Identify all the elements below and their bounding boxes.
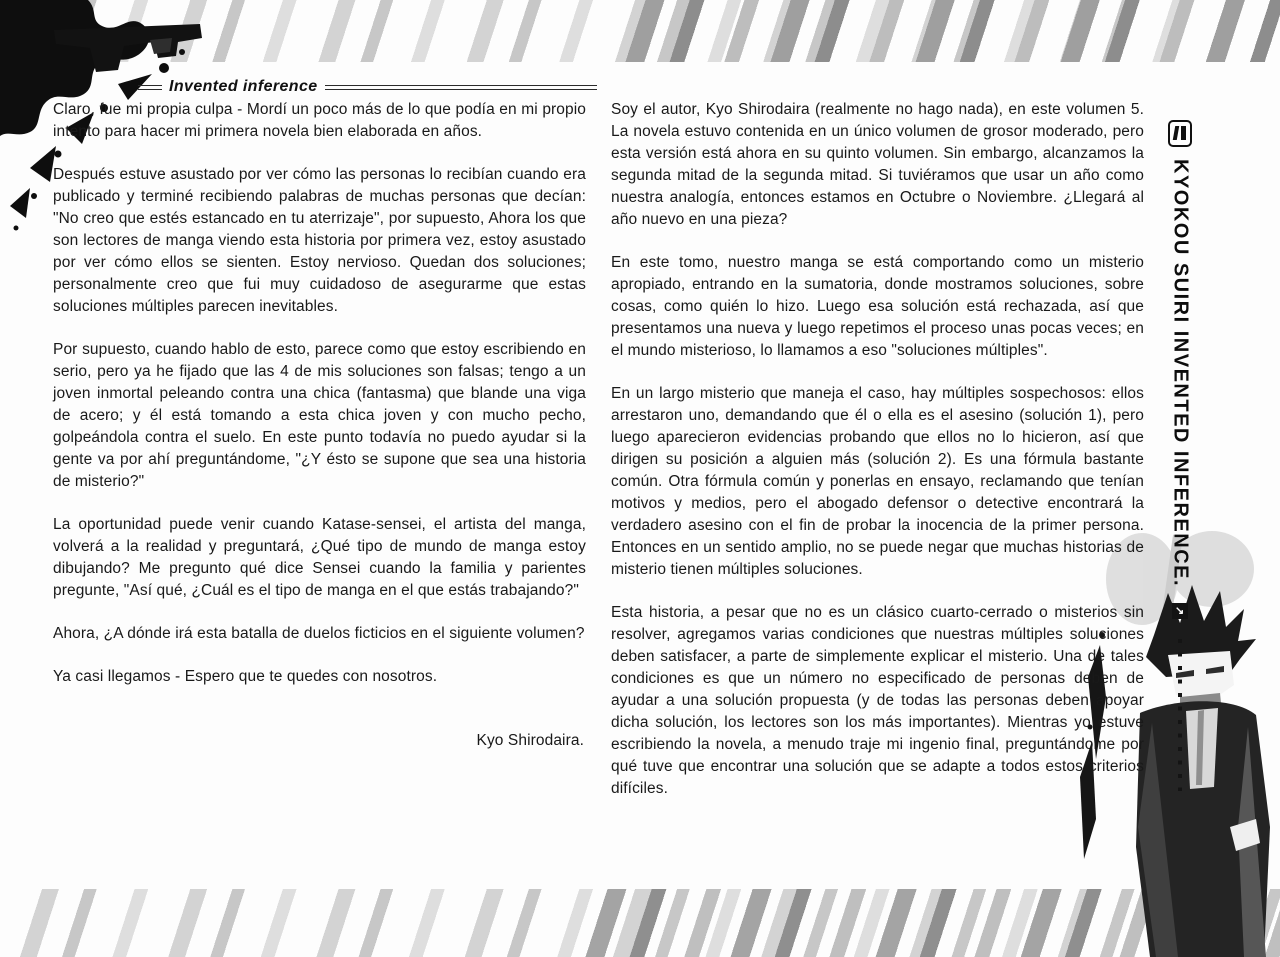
header-rule-left bbox=[138, 85, 162, 90]
left-paragraph-3: Por supuesto, cuando hablo de esto, parece como que estoy escribiendo en serio, pero ya he fijado que las 4 de mis soluciones son falsas; tengo a un joven inmortal peleando contra una chica (fantasma) que blande una viga de acero; y él está tomando a esta chica joven y con mucho pecho, golpeándola contra el suelo. En este punto todavía no puedo ayudar si la gente va por ahí preguntándome, "¿Y ésto se supone que sea una historia de misterio?" bbox=[53, 341, 586, 490]
right-text-column bbox=[611, 99, 1144, 821]
left-paragraph-5: Ahora, ¿A dónde irá esta batalla de duelos ficticios en el siguiente volumen? bbox=[53, 625, 585, 642]
author-signature: Kyo Shirodaira. bbox=[476, 732, 584, 749]
header-rule-right bbox=[325, 85, 597, 90]
left-paragraph-6: Ya casi llegamos - Espero que te quedes con nosotros. bbox=[53, 668, 438, 685]
right-paragraph-2: En este tomo, nuestro manga se está comportando como un misterio apropiado, entrando en la sumatoria, donde mostramos soluciones, sobre cosas, como quién lo hizo. Luego esa solución está rechazada, así que presentamos una nueva y luego repetimos el proceso unas pocas veces; en el mundo misterioso, lo llamamos a eso "soluciones múltiples". bbox=[611, 254, 1144, 359]
series-title-sidebar bbox=[1154, 120, 1206, 791]
publisher-mark-icon bbox=[1168, 120, 1192, 147]
right-paragraph-3: En un largo misterio que maneja el caso, hay múltiples sospechosos: ellos arrestaron uno, demandando que él o ella es el asesino (solución 1), pero luego aparecieron evidencias probando que ellos no lo hicieron, así que dirigen su posición a alguien más (solución 2). Es una fórmula bastante común. Otra fórmula común y ponerlas en ensayo, reclamando que tenían motivos y medios, pero el abogado defensor o detective encontrará la verdadero asesino con el fin de probar la inocencia de la primer persona. Entonces en un sentido amplio, no se puede negar que muchas historias de misterio tienen múltiples soluciones. bbox=[611, 385, 1144, 578]
arrow-box-icon bbox=[1172, 603, 1188, 619]
right-paragraph-1: Soy el autor, Kyo Shirodaira (realmente no hago nada), en este volumen 5. La novela estuvo contenida en un único volumen de grosor moderado, pero esta versión está ahora en su quinto volumen. Sin embargo, alcanzamos la segunda mitad de la segunda mitad. Si tuviéramos que usar un año como nuestra analogía, entonces estamos en Octubre o Noviembre. ¿Llegará al año nuevo en una pieza? bbox=[611, 101, 1144, 228]
page-title: Invented inference bbox=[169, 78, 318, 95]
left-text-column bbox=[53, 99, 586, 821]
series-vertical-title: KYOKOU SUIRI INVENTED INFERENCE. bbox=[1169, 159, 1192, 588]
right-paragraph-4: Esta historia, a pesar que no es un clásico cuarto-cerrado o misterios sin resolver, agregamos varias condiciones que nuestras múltiples soluciones deben satisfacer, a parte de simplemente explicar el misterio. Una de tales condiciones es que un número no especificado de personas deben de ayudar a una solución propuesta (y de todas las personas deben apoyar dicha solución, los lectores son los más importantes). Mientras yo estuve escribiendo la novela, a menudo traje mi ingenio final, preguntándome por qué tuve que encontrar una solución que se adapte a todos estos criterios difíciles. bbox=[611, 604, 1144, 797]
left-paragraph-2: Después estuve asustado por ver cómo las personas lo recibían cuando era publicado y terminé recibiendo palabras de muchas personas que decían: "No creo que estés estancado en tu aterrizaje", por supuesto, Ahora los que son lectores de manga viendo esta historia por primera vez, estoy asustado por ver cómo ellos se sienten. Estoy nervioso. Quedan dos soluciones; personalmente creo que fui muy cuidadoso de asegurarme que estas soluciones múltiples parecen inevitables. bbox=[53, 166, 586, 315]
vertical-dotted-line bbox=[1178, 639, 1182, 791]
left-paragraph-4: La oportunidad puede venir cuando Katase-sensei, el artista del manga, volverá a la realidad y preguntará, ¿Qué tipo de mundo de manga estoy dibujando? Me pregunto qué dice Sensei cuando la familia y parientes pregunte, "Así qué, ¿Cuál es el tipo de manga en el que estás trabajando?" bbox=[53, 516, 586, 599]
left-paragraph-1: Claro, fue mi propia culpa - Mordí un poco más de lo que podía en mi propio intento para hacer mi primera novela bien elaborada en años. bbox=[53, 101, 586, 140]
page-header bbox=[138, 78, 597, 96]
text-columns bbox=[53, 99, 1145, 821]
